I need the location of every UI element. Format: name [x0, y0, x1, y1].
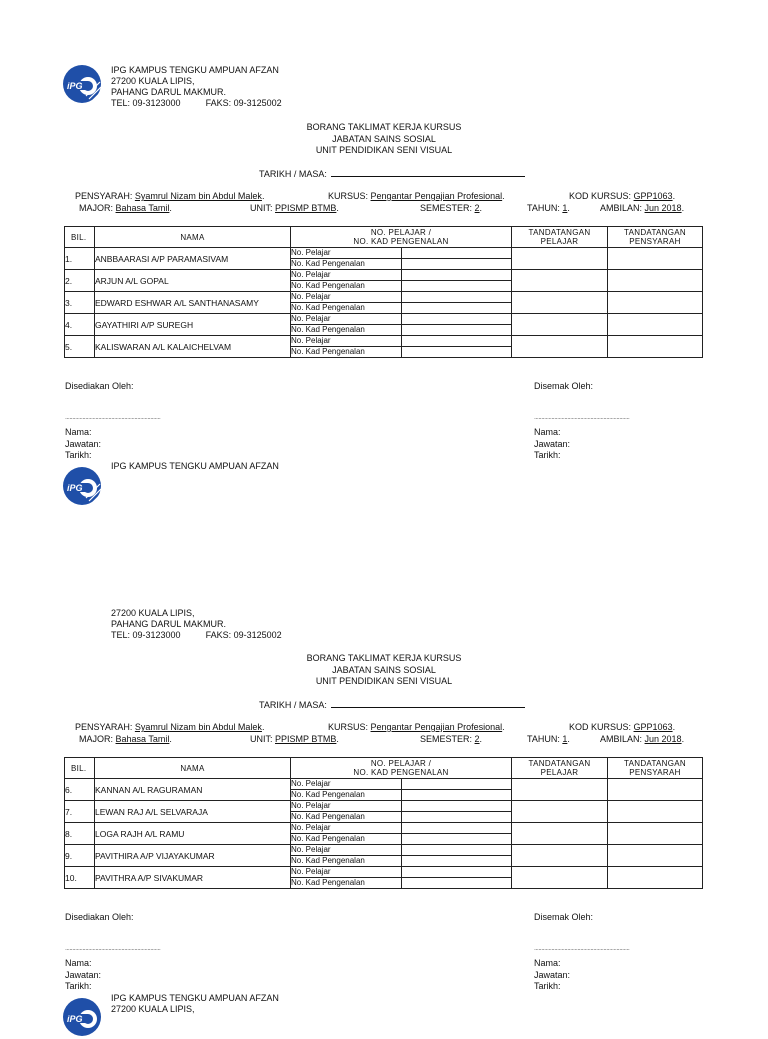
fax: FAKS: 09-3125002	[205, 98, 282, 108]
institution-logo-icon	[62, 466, 102, 508]
semester-value: 2	[474, 203, 480, 213]
form-title-line-1: BORANG TAKLIMAT KERJA KURSUS	[306, 122, 462, 132]
prepared-by-details: Nama: Jawatan: Tarikh:	[65, 427, 102, 460]
table-row: 2. ARJUN A/L GOPAL No. Pelajar	[65, 270, 703, 281]
form-title	[0, 122, 768, 157]
checked-by-details: Nama: Jawatan: Tarikh:	[534, 958, 571, 991]
major-value: Bahasa Tamil	[115, 203, 170, 213]
svg-text:iPG: iPG	[67, 483, 83, 493]
date-blank[interactable]	[331, 168, 525, 177]
signature-line[interactable]: ..................................................................	[65, 414, 161, 421]
date-time-row: TARIKH / MASA:	[259, 699, 525, 710]
institution-logo-icon	[62, 64, 102, 106]
course-value: Pengantar Pengajian Profesional	[370, 191, 503, 201]
institution-address: 27200 KUALA LIPIS, PAHANG DARUL MAKMUR. TEL: 09-3123000 FAKS: 09-3125002	[111, 608, 282, 640]
signature-line[interactable]: ..................................................................	[534, 945, 630, 952]
unit-value: PPISMP BTMB	[275, 203, 337, 213]
lecturer-signature-cell[interactable]	[608, 248, 703, 270]
svg-text:iPG: iPG	[67, 1014, 83, 1024]
student-table-1: BIL. NAMA NO. PELAJAR / NO. KAD PENGENALAN TANDATANGAN PELAJAR TANDATANGAN PENSYARAH 1. ANBBAARASI A/P PARAMASIVAM No. Pelajar No. Kad Pengenalan 2. ARJUN A/L GOPAL No. Pelajar No. Kad Pengenalan 3. EDWARD ESHWAR A/L SANTHANASAMY No. Pelajar No. Kad Pengenalan 4. GAYATHIRI A/P SUREGH No. Pelajar No. Kad Pengenalan 5. KALISWARAN A/L KALAICHELVAM No. Pelajar No. Kad Pengenalan	[64, 226, 703, 358]
tel: TEL: 09-3123000	[111, 98, 181, 108]
institution-address: IPG KAMPUS TENGKU AMPUAN AFZAN 27200 KUALA LIPIS,	[111, 993, 279, 1014]
table-row: 5. KALISWARAN A/L KALAICHELVAM No. Pelajar	[65, 336, 703, 347]
institution-name: IPG KAMPUS TENGKU AMPUAN AFZAN	[111, 461, 279, 471]
checked-by-details: Nama: Jawatan: Tarikh:	[534, 427, 571, 460]
table-row: 1. ANBBAARASI A/P PARAMASIVAM No. Pelajar	[65, 248, 703, 259]
table-row: 6. KANNAN A/L RAGURAMAN No. Pelajar	[65, 779, 703, 790]
meta-row-1: PENSYARAH: Syamrul Nizam bin Abdul Malek. KURSUS: Pengantar Pengajian Profesional. KOD KURSUS: GPP1063.	[75, 191, 676, 201]
prepared-by-details: Nama: Jawatan: Tarikh:	[65, 958, 102, 991]
course-code-value: GPP1063	[633, 191, 673, 201]
table-row: 10. PAVITHRA A/P SIVAKUMAR No. Pelajar	[65, 867, 703, 878]
table-row: 7. LEWAN RAJ A/L SELVARAJA No. Pelajar	[65, 801, 703, 812]
table-row: 3. EDWARD ESHWAR A/L SANTHANASAMY No. Pelajar	[65, 292, 703, 303]
table-row: 8. LOGA RAJH A/L RAMU No. Pelajar	[65, 823, 703, 834]
signature-line[interactable]: ..................................................................	[65, 945, 161, 952]
date-blank[interactable]	[331, 699, 525, 708]
institution-name: IPG KAMPUS TENGKU AMPUAN AFZAN	[111, 65, 279, 75]
student-table-2: BIL. NAMA NO. PELAJAR / NO. KAD PENGENALAN TANDATANGAN PELAJAR TANDATANGAN PENSYARAH 6. KANNAN A/L RAGURAMAN No. Pelajar No. Kad Pengenalan 7. LEWAN RAJ A/L SELVARAJA No. Pelajar No. Kad Pengenalan 8. LOGA RAJH A/L RAMU No. Pelajar No. Kad Pengenalan 9. PAVITHIRA A/P VIJAYAKUMAR No. Pelajar No. Kad Pengenalan 10. PAVITHRA A/P SIVAKUMAR No. Pelajar No. Kad Pengenalan	[64, 757, 703, 889]
lecturer-value: Syamrul Nizam bin Abdul Malek	[134, 191, 262, 201]
date-time-row	[259, 168, 525, 179]
meta-row-2: MAJOR: Bahasa Tamil. UNIT: PPISMP BTMB. SEMESTER: 2. TAHUN: 1. AMBILAN: Jun 2018.	[79, 734, 685, 744]
form-title-line-3: UNIT PENDIDIKAN SENI VISUAL	[315, 145, 453, 155]
signature-line[interactable]: ..................................................................	[534, 414, 630, 421]
intake-value: Jun 2018	[644, 203, 682, 213]
prepared-by-label: Disediakan Oleh:	[65, 912, 134, 922]
form-title-line-2: JABATAN SAINS SOSIAL	[332, 133, 436, 144]
checked-by-label: Disemak Oleh:	[534, 381, 594, 391]
table-body-1: 1. ANBBAARASI A/P PARAMASIVAM No. Pelajar No. Kad Pengenalan 2. ARJUN A/L GOPAL No. Pelajar No. Kad Pengenalan 3. EDWARD ESHWAR A/L SANTHANASAMY No. Pelajar No. Kad Pengenalan 4. GAYATHIRI A/P SUREGH No. Pelajar No. Kad Pengenalan 5. KALISWARAN A/L KALAICHELVAM No. Pelajar No. Kad Pengenalan	[65, 248, 703, 358]
prepared-by-label: Disediakan Oleh:	[65, 381, 134, 391]
table-row: 4. GAYATHIRI A/P SUREGH No. Pelajar	[65, 314, 703, 325]
student-signature-cell[interactable]	[512, 248, 608, 270]
institution-address	[111, 65, 282, 109]
institution-logo-icon	[62, 997, 102, 1039]
meta-row-1: PENSYARAH: Syamrul Nizam bin Abdul Malek. KURSUS: Pengantar Pengajian Profesional. KOD KURSUS: GPP1063.	[75, 722, 676, 732]
address-line-2: PAHANG DARUL MAKMUR.	[111, 87, 227, 97]
address-line-1: 27200 KUALA LIPIS,	[111, 76, 195, 86]
checked-by-label: Disemak Oleh:	[534, 912, 594, 922]
svg-text:iPG: iPG	[67, 81, 83, 91]
date-label: TARIKH / MASA:	[259, 169, 327, 179]
table-row: 9. PAVITHIRA A/P VIJAYAKUMAR No. Pelajar	[65, 845, 703, 856]
table-body-2: 6. KANNAN A/L RAGURAMAN No. Pelajar No. Kad Pengenalan 7. LEWAN RAJ A/L SELVARAJA No. Pelajar No. Kad Pengenalan 8. LOGA RAJH A/L RAMU No. Pelajar No. Kad Pengenalan 9. PAVITHIRA A/P VIJAYAKUMAR No. Pelajar No. Kad Pengenalan 10. PAVITHRA A/P SIVAKUMAR No. Pelajar No. Kad Pengenalan	[65, 779, 703, 889]
form-title: BORANG TAKLIMAT KERJA KURSUS JABATAN SAINS SOSIAL UNIT PENDIDIKAN SENI VISUAL	[306, 653, 462, 686]
meta-row-2: MAJOR: Bahasa Tamil. UNIT: PPISMP BTMB. SEMESTER: 2. TAHUN: 1. AMBILAN: Jun 2018.	[79, 203, 685, 213]
year-value: 1	[562, 203, 568, 213]
